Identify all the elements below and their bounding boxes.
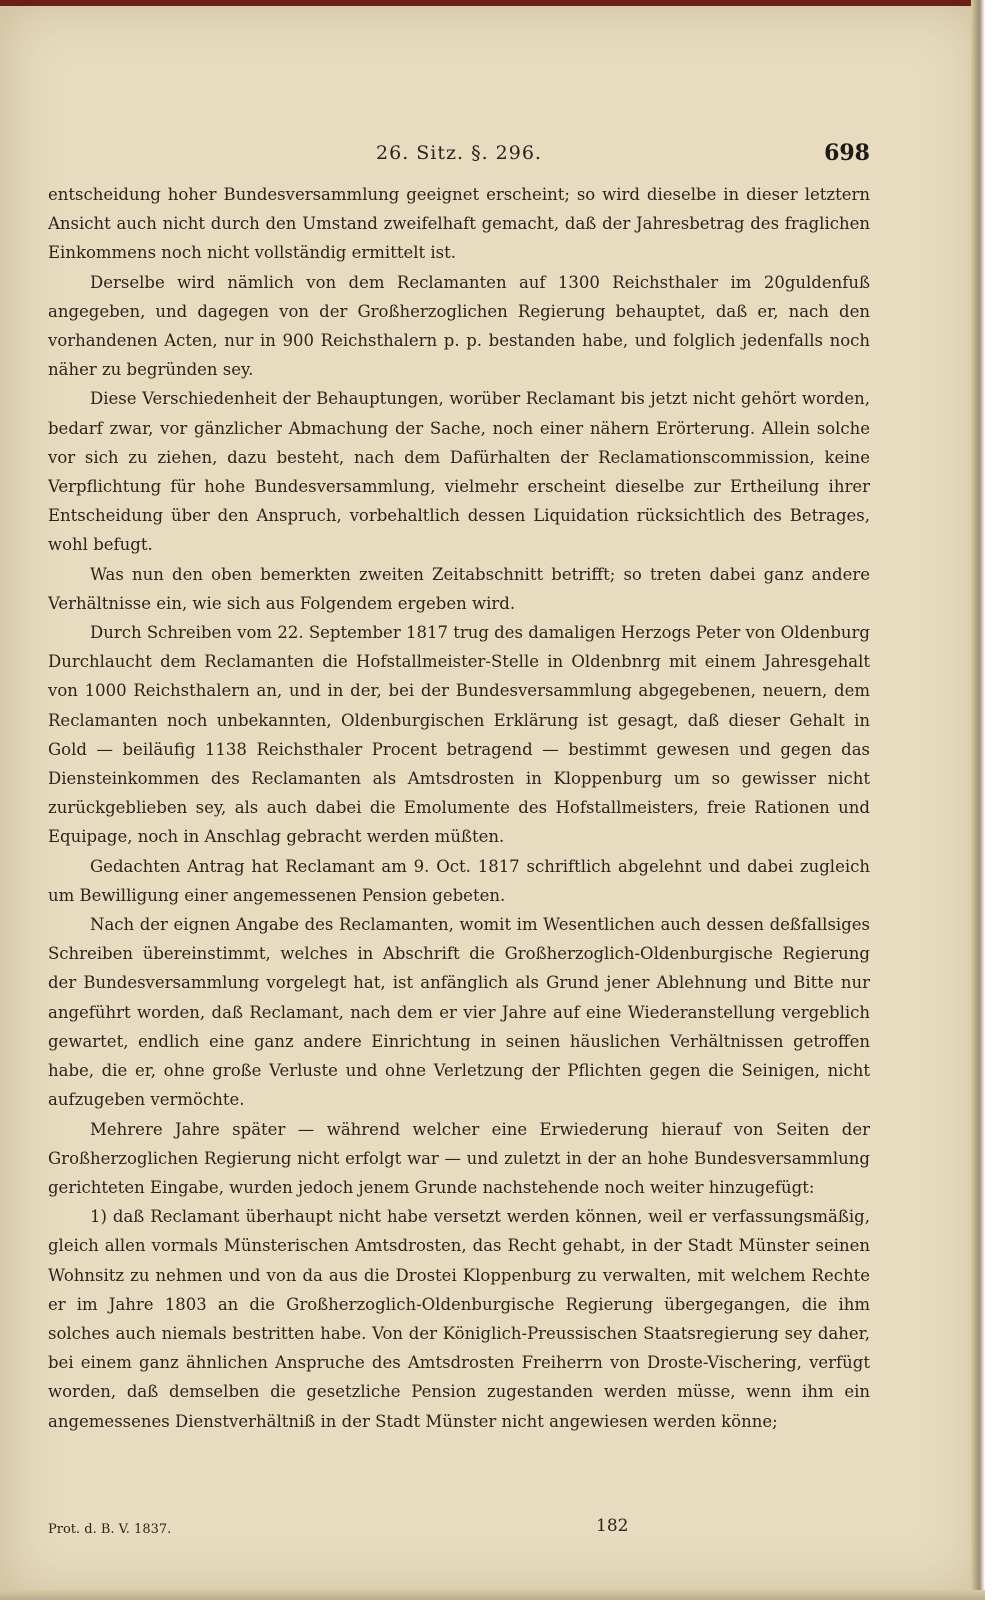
paragraph: Nach der eignen Angabe des Reclamanten, womit im Wesentlichen auch dessen deßfallsiges Schreiben übereinstimmt, welches in Abschrift die Großherzoglich-Oldenburgische Regierung der Bundesversammlung vorgelegt hat, ist anfänglich als Grund jener Ablehnung und Bitte nur angeführt worden, daß Reclamant, nach dem er vier Jahre auf eine Wiederanstellung vergeblich gewartet, endlich eine ganz andere Einrichtung in seinen häuslichen Verhältnissen getroffen habe, die er, ohne große Verluste und ohne Verletzung der Pflichten gegen die Seinigen, nicht aufzugeben vermöchte.: [48, 915, 870, 1110]
page-footer: [48, 1516, 870, 1542]
right-page-edge: [971, 0, 985, 1600]
paragraph: 1) daß Reclamant überhaupt nicht habe versetzt werden können, weil er verfassungsmäßig, gleich allen vormals Münsterischen Amtsdrosten, das Recht gehabt, in der Stadt Münster seinen Wohnsitz zu nehmen und von da aus die Drostei Kloppenburg zu verwalten, mit welchem Rechte er im Jahre 1803 an die Großherzoglich-Oldenburgische Regierung übergegangen, die ihm solches auch niemals bestritten habe. Von der Königlich-Preussischen Staatsregierung sey daher, bei einem ganz ähnlichen Anspruche des Amtsdrosten Freiherrn von Droste-Vischering, verfügt worden, daß demselben die gesetzliche Pension zugestanden werden müsse, wenn ihm ein angemessenes Dienstverhältniß in der Stadt Münster nicht angewiesen werden könne;: [48, 1207, 870, 1431]
paragraph: Durch Schreiben vom 22. September 1817 trug des damaligen Herzogs Peter von Oldenburg Durchlaucht dem Reclamanten die Hofstallmeister-Stelle in Oldenbnrg mit einem Jahresgehalt von 1000 Reichsthalern an, und in der, bei der Bundesversammlung abgegebenen, neuern, dem Reclamanten noch unbekannten, Oldenburgischen Erklärung ist gesagt, daß dieser Gehalt in Gold — beiläufig 1138 Reichsthaler Procent betragend — bestimmt gewesen und gegen das Diensteinkommen des Reclamanten als Amtsdrosten in Kloppenburg um so gewisser nicht zurückgeblieben sey, als auch dabei die Emolumente des Hofstallmeisters, freie Rationen und Equipage, noch in Anschlag gebracht werden müßten.: [48, 623, 870, 847]
paragraph: Derselbe wird nämlich von dem Reclamanten auf 1300 Reichsthaler im 20guldenfuß angegeben, und dagegen von der Großherzoglichen Regierung behauptet, daß er, nach den vorhandenen Acten, nur in 900 Reichsthalern p. p. bestanden habe, und folglich jedenfalls noch näher zu begründen sey.: [48, 272, 870, 380]
sheet-signature: 182: [596, 1516, 629, 1536]
bottom-page-edge: [0, 1590, 985, 1600]
page-number: 698: [824, 140, 870, 166]
running-head: 26. Sitz. §. 296.: [376, 142, 542, 164]
paragraph: entscheidung hoher Bundesversammlung geeignet erscheint; so wird dieselbe in dieser letztern Ansicht auch nicht durch den Umstand zweifelhaft gemacht, daß der Jahresbetrag des fraglichen Einkommens noch nicht vollständig ermittelt ist.: [48, 185, 870, 263]
paragraph: Mehrere Jahre später — während welcher eine Erwiederung hierauf von Seiten der Großherzoglichen Regierung nicht erfolgt war — und zuletzt in der an hohe Bundesversammlung gerichteten Eingabe, wurden jedoch jenem Grunde nachstehende noch weiter hinzugefügt:: [48, 1119, 870, 1197]
paragraph: Gedachten Antrag hat Reclamant am 9. Oct. 1817 schriftlich abgelehnt und dabei zugleich um Bewilligung einer angemessenen Pension gebeten.: [48, 856, 870, 905]
paragraph: Was nun den oben bemerkten zweiten Zeitabschnitt betrifft; so treten dabei ganz andere Verhältnisse ein, wie sich aus Folgendem ergeben wird.: [48, 564, 870, 613]
paragraph: Diese Verschiedenheit der Behauptungen, worüber Reclamant bis jetzt nicht gehört worden, bedarf zwar, vor gänzlicher Abmachung der Sache, noch einer nähern Erörterung. Allein solche vor sich zu ziehen, dazu besteht, nach dem Dafürhalten der Reclamationscommission, keine Verpflichtung für hohe Bundesversammlung, vielmehr erscheint dieselbe zur Ertheilung ihrer Entscheidung über den Anspruch, vorbehaltlich dessen Liquidation rücksichtlich des Betrages, wohl befugt.: [48, 389, 870, 555]
printer-signature: Prot. d. B. V. 1837.: [48, 1522, 172, 1537]
body-text: [48, 180, 870, 1436]
top-binding-edge: [0, 0, 985, 6]
page-header: [48, 140, 870, 170]
